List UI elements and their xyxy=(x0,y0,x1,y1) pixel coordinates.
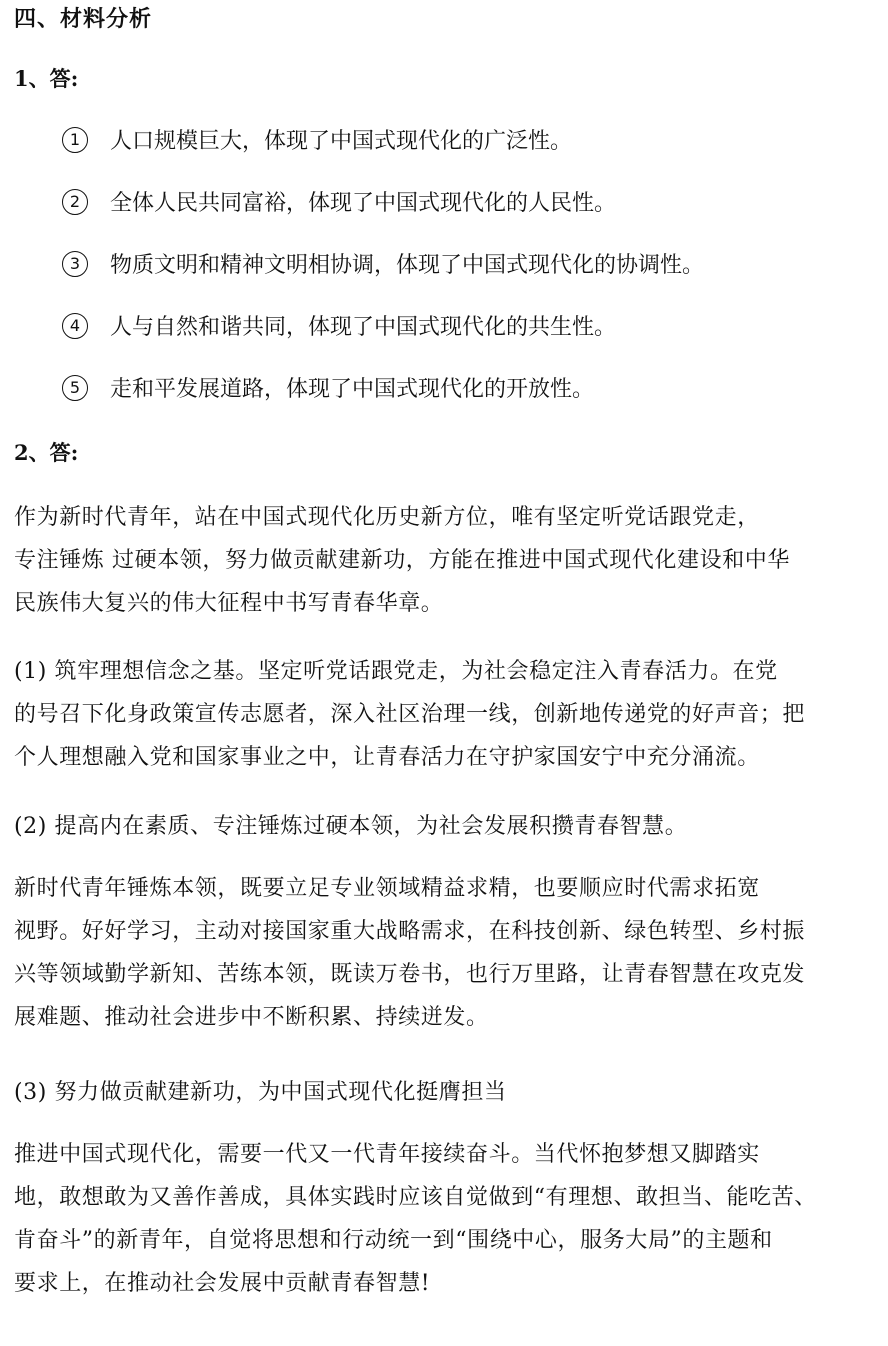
answer-2-label: 2、答: xyxy=(14,440,79,465)
list-item xyxy=(62,312,616,344)
paragraph-line: (1) 筑牢理想信念之基。坚定听党话跟党走，为社会稳定注入青春活力。在党 xyxy=(14,659,778,684)
circled-number-4: 4 xyxy=(62,313,88,339)
paragraph-line: 地，敢想敢为又善作善成，具体实践时应该自觉做到“有理想、敢担当、能吃苦、 xyxy=(14,1185,817,1210)
list-item xyxy=(62,250,704,282)
list-item-text: 人与自然和谐共同，体现了中国式现代化的共生性。 xyxy=(110,315,617,340)
point-2-paragraph xyxy=(14,867,874,1039)
list-item xyxy=(62,126,572,158)
point-2-title: (2) 提高内在素质、专注锤炼过硬本领，为社会发展积攒青春智慧。 xyxy=(14,814,688,839)
point-3-paragraph xyxy=(14,1133,874,1305)
point-3-title: (3) 努力做贡献建新功，为中国式现代化挺膺担当 xyxy=(14,1080,507,1105)
paragraph-line: 个人理想融入党和国家事业之中，让青春活力在守护家国安宁中充分涌流。 xyxy=(14,745,760,770)
paragraph-line: 展难题、推动社会进步中不断积累、持续迸发。 xyxy=(14,1005,489,1030)
section-title: 四、材料分析 xyxy=(14,6,153,32)
list-item xyxy=(62,374,594,406)
paragraph-line: 的号召下化身政策宣传志愿者，深入社区治理一线，创新地传递党的好声音；把 xyxy=(14,702,806,727)
answer-1-label: 1、答: xyxy=(14,66,79,91)
circled-number-3: 3 xyxy=(62,251,88,277)
list-item-text: 物质文明和精神文明相协调，体现了中国式现代化的协调性。 xyxy=(110,253,705,278)
list-item-text: 人口规模巨大，体现了中国式现代化的广泛性。 xyxy=(110,129,573,154)
list-item-text: 全体人民共同富裕，体现了中国式现代化的人民性。 xyxy=(110,191,617,216)
intro-paragraph xyxy=(14,496,874,625)
paragraph-line: 专注锤炼 过硬本领，努力做贡献建新功，方能在推进中国式现代化建设和中华 xyxy=(14,548,790,573)
list-item-text: 走和平发展道路，体现了中国式现代化的开放性。 xyxy=(110,377,595,402)
paragraph-line: 要求上，在推动社会发展中贡献青春智慧! xyxy=(14,1271,431,1296)
paragraph-line: 兴等领域勤学新知、苦练本领，既读万卷书，也行万里路，让青春智慧在攻克发 xyxy=(14,962,806,987)
paragraph-line: 新时代青年锤炼本领，既要立足专业领域精益求精，也要顺应时代需求拓宽 xyxy=(14,876,760,901)
paragraph-line: 视野。好好学习，主动对接国家重大战略需求，在科技创新、绿色转型、乡村振 xyxy=(14,919,806,944)
point-1-paragraph xyxy=(14,650,874,779)
paragraph-line: 民族伟大复兴的伟大征程中书写青春华章。 xyxy=(14,591,444,616)
paragraph-line: 肯奋斗”的新青年，自觉将思想和行动统一到“围绕中心，服务大局”的主题和 xyxy=(14,1228,773,1253)
circled-number-2: 2 xyxy=(62,189,88,215)
circled-number-1: 1 xyxy=(62,127,88,153)
list-item xyxy=(62,188,616,220)
paragraph-line: 作为新时代青年，站在中国式现代化历史新方位，唯有坚定听党话跟党走， xyxy=(14,505,760,530)
paragraph-line: 推进中国式现代化，需要一代又一代青年接续奋斗。当代怀抱梦想又脚踏实 xyxy=(14,1142,760,1167)
circled-number-5: 5 xyxy=(62,375,88,401)
